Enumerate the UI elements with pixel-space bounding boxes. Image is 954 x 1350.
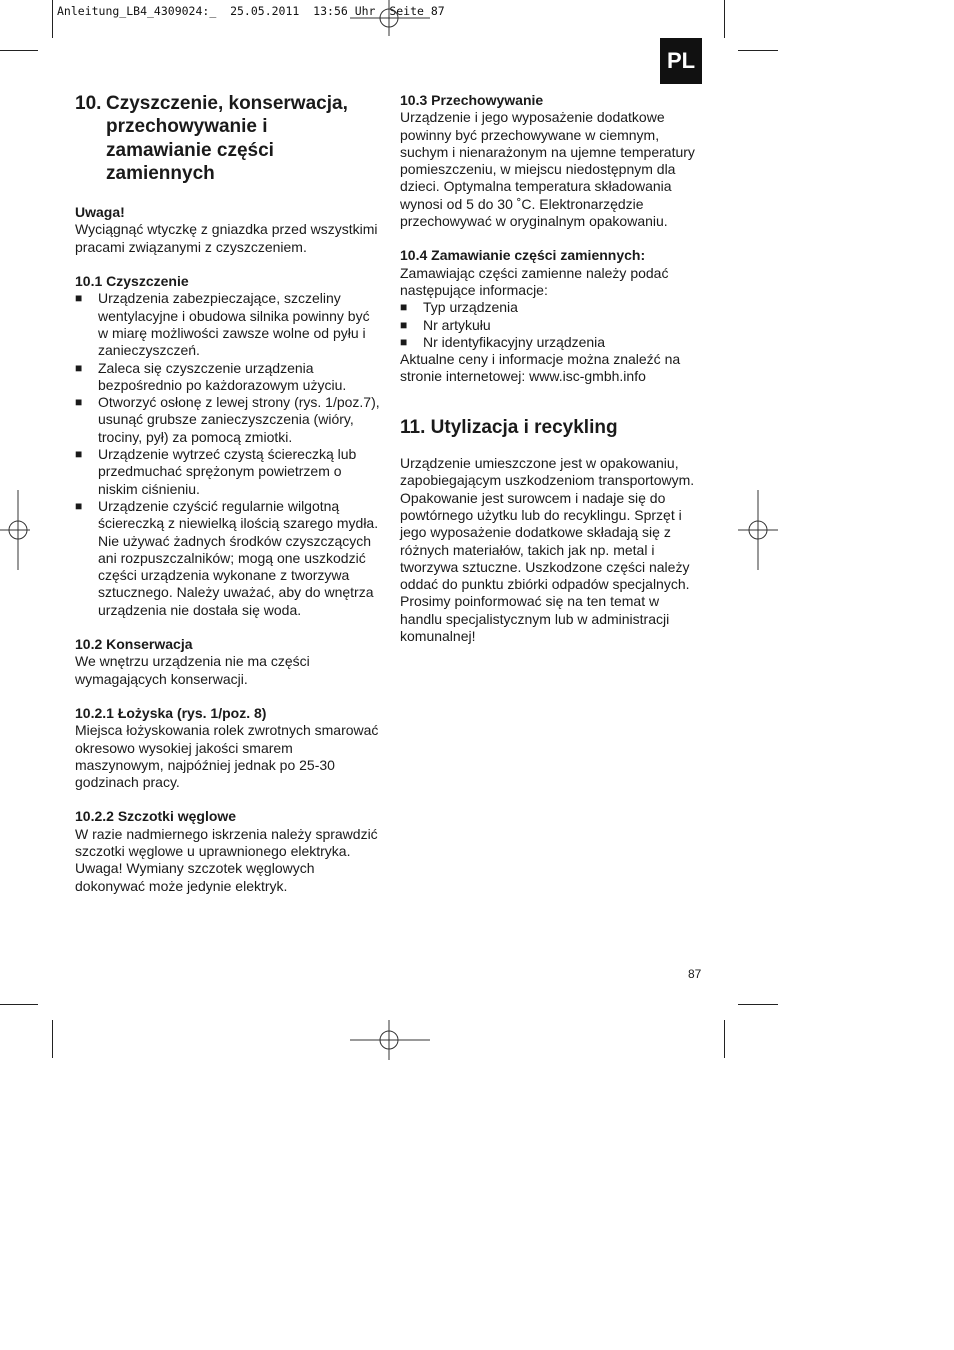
subsection-10-4-heading: 10.4 Zamawianie części zamiennych: bbox=[400, 247, 646, 264]
subsection-10-2-2-text: W razie nadmiernego iskrzenia należy sprawdzić szczotki węglowe u uprawnionego elektryka. Uwaga! Wymiany szczotek węglowych dokonywać może jedynie elektryk. bbox=[75, 825, 378, 894]
list-item: ■ Urządzenia zabezpieczające, szczeliny wentylacyjne i obudowa silnika powinny być w miarę możliwości zawsze wolne od pyłu i zanieczyszczeń. bbox=[75, 290, 380, 359]
subsection-10-2-heading: 10.2 Konserwacja bbox=[75, 636, 193, 653]
list-item: ■ Nr identyfikacyjny urządzenia bbox=[400, 334, 705, 351]
warning-text: Wyciągnąć wtyczkę z gniazdka przed wszystkimi pracami związanymi z czyszczeniem. bbox=[75, 221, 378, 255]
list-item: ■ Nr artykułu bbox=[400, 317, 705, 334]
language-badge: PL bbox=[660, 38, 702, 84]
crop-mark bbox=[724, 0, 725, 38]
crop-mark bbox=[724, 1020, 725, 1058]
subsection-10-2-1-heading: 10.2.1 Łożyska (rys. 1/poz. 8) bbox=[75, 704, 267, 721]
subsection-10-3-text: Urządzenie i jego wyposażenie dodatkowe powinny być przechowywane w ciemnym, suchym i nienarażonym na ujemne temperatury pomieszczeniu, w miejscu niedostępnym dla dzieci. Optymalna temperatura składowania wynosi od 5 do 30 ˚C. Elektronarzędzie przechowywać w oryginalnym opakowaniu. bbox=[400, 109, 695, 230]
warning-heading: Uwaga! bbox=[75, 204, 125, 221]
subsection-10-2-1-text: Miejsca łożyskowania rolek zwrotnych smarować okresowo wysokiej jakości smarem maszynowym, najpóźniej jednak po 25-30 godzinach pracy. bbox=[75, 722, 379, 791]
subsection-10-2-2-heading: 10.2.2 Szczotki węglowe bbox=[75, 808, 237, 825]
registration-mark-icon bbox=[350, 0, 430, 36]
list-item: ■ Typ urządzenia bbox=[400, 299, 705, 316]
list-item: ■ Zaleca się czyszczenie urządzenia bezpośrednio po każdorazowym użyciu. bbox=[75, 360, 380, 395]
section-number: 10. bbox=[75, 93, 102, 114]
section-11-text: Urządzenie umieszczone jest w opakowaniu, zapobiegającym uszkodzeniom transportowym. Opakowanie jest surowcem i nadaje się do powtórnego użytku lub do recyklingu. Sprzęt i jego wyposażenie dodatkowe składają się z różnych materiałów, takich jak np. metal i tworzywa sztuczne. Uszkodzone części należy oddać do punktu zbiórki odpadów specjalnych. Prosimy poinformować się na ten temat w handlu specjalistycznym lub w administracji komunalnej! bbox=[400, 455, 695, 645]
registration-mark-icon bbox=[738, 490, 778, 570]
crop-mark bbox=[52, 0, 53, 38]
subsection-10-2-text: We wnętrzu urządzenia nie ma części wymagających konserwacji. bbox=[75, 653, 310, 687]
crop-mark bbox=[738, 1004, 778, 1005]
subsection-10-4-outro: Aktualne ceny i informacje można znaleźć na stronie internetowej: www.isc-gmbh.info bbox=[400, 351, 681, 385]
subsection-10-3-heading: 10.3 Przechowywanie bbox=[400, 92, 544, 108]
registration-mark-icon bbox=[350, 1020, 430, 1060]
crop-mark bbox=[0, 50, 38, 51]
right-column bbox=[400, 92, 705, 645]
registration-mark-icon bbox=[0, 490, 30, 570]
page-number: 87 bbox=[688, 967, 702, 981]
section-10-heading bbox=[75, 92, 380, 185]
print-slug: Anleitung_LB4_4309024:_ 25.05.2011 13:56 Uhr Seite 87 bbox=[57, 4, 445, 18]
crop-mark bbox=[52, 1020, 53, 1058]
subsection-10-1-heading: 10.1 Czyszczenie bbox=[75, 273, 189, 290]
spare-parts-list bbox=[400, 299, 705, 351]
list-item: ■ Urządzenie czyścić regularnie wilgotną ściereczką z niewielką ilością szarego mydła. Nie używać żadnych środków czyszczących ani rozpuszczalników; mogą one uszkodzić części urządzenia wykonane z tworzywa sztucznego. Należy uważać, aby do wnętrza urządzenia nie dostała się woda. bbox=[75, 498, 380, 619]
section-title: Czyszczenie, konserwacja, przechowywanie i zamawianie części zamiennych bbox=[106, 93, 348, 184]
subsection-10-4-intro: Zamawiając części zamienne należy podać następujące informacje: bbox=[400, 264, 669, 298]
section-11-heading: 11. Utylizacja i recykling bbox=[400, 416, 618, 438]
crop-mark bbox=[0, 1004, 38, 1005]
list-item: ■ Urządzenie wytrzeć czystą ściereczką lub przedmuchać sprężonym powietrzem o niskim ciśnieniu. bbox=[75, 446, 380, 498]
crop-mark bbox=[738, 50, 778, 51]
cleaning-list bbox=[75, 290, 380, 619]
list-item: ■ Otworzyć osłonę z lewej strony (rys. 1/poz.7), usunąć grubsze zanieczyszczenia (wióry, trociny, pył) za pomocą zmiotki. bbox=[75, 394, 380, 446]
left-column bbox=[75, 92, 380, 895]
